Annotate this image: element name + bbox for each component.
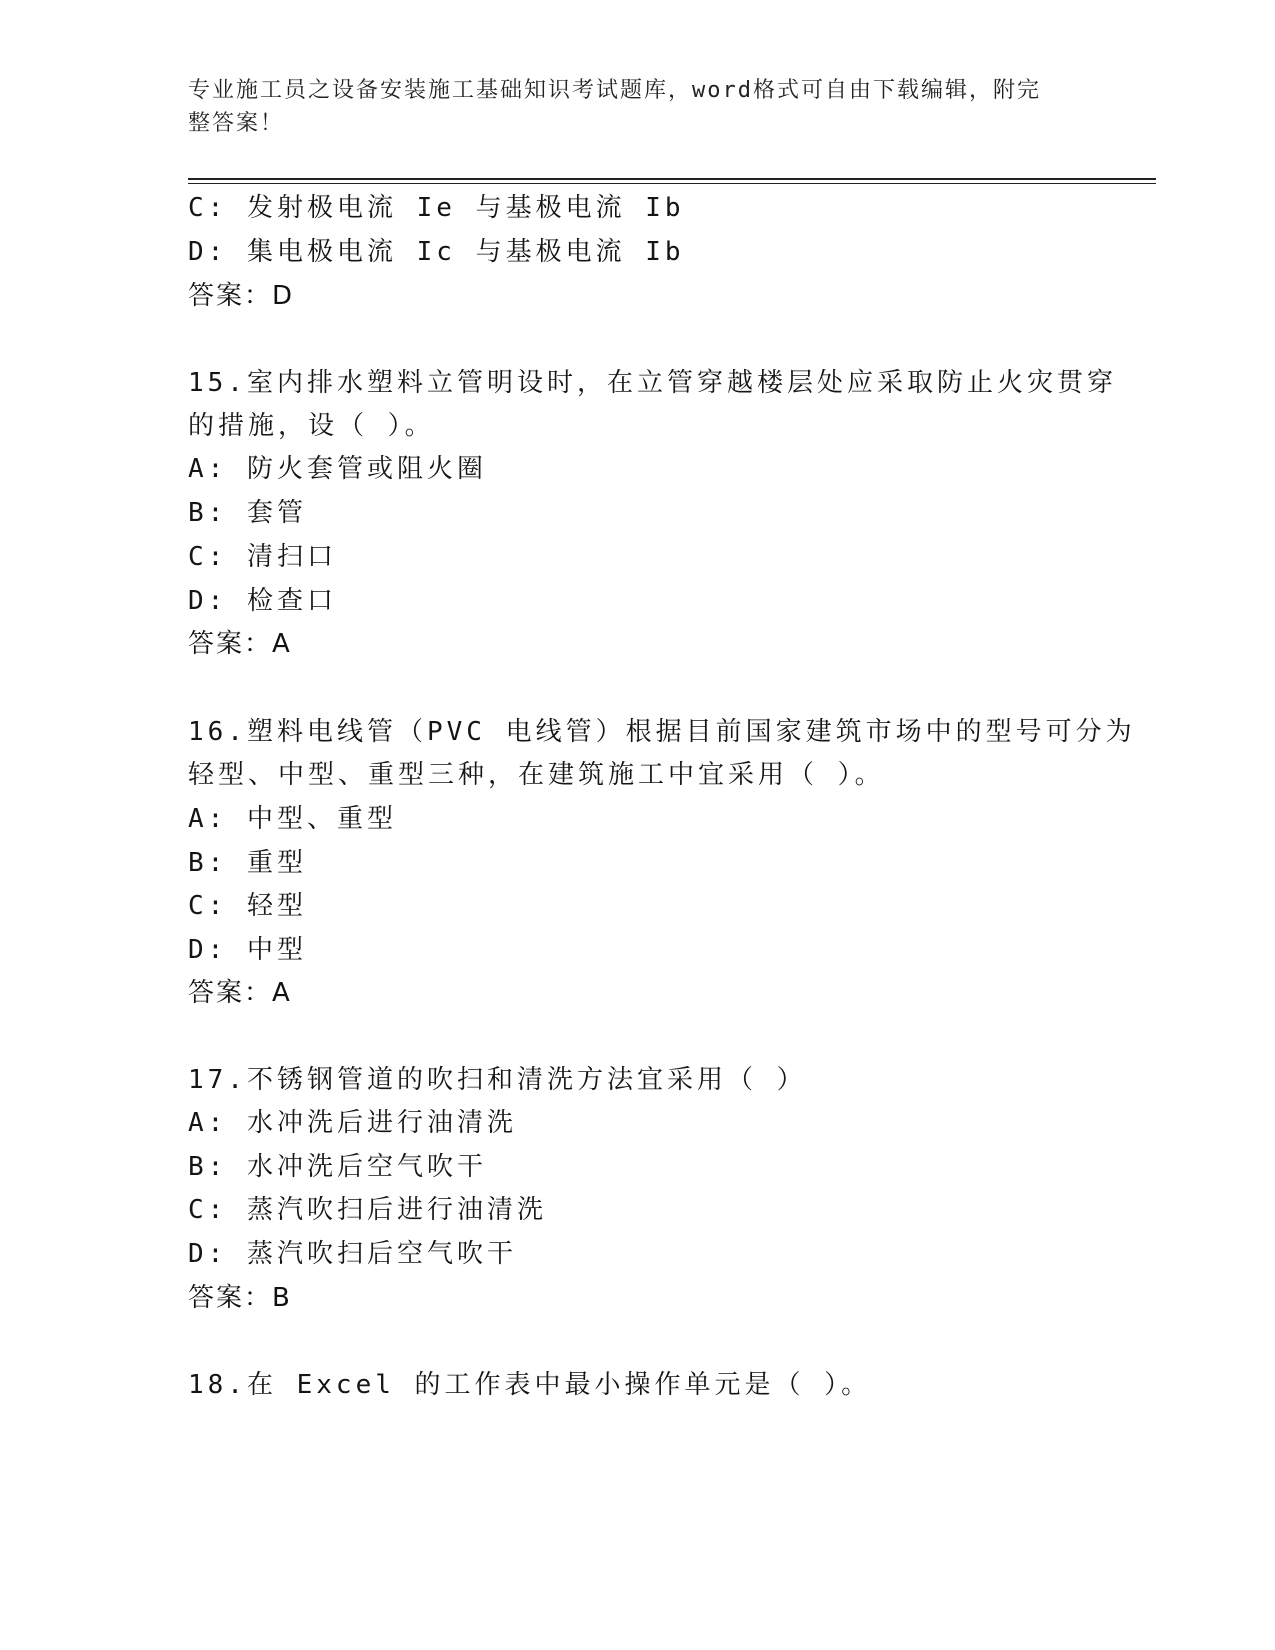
header-divider-thin	[188, 183, 1156, 184]
q17-option-a: A: 水冲洗后进行油清洗	[188, 1108, 517, 1138]
q15-answer: 答案：A	[188, 629, 292, 659]
q15-stem-line-2: 的措施，设（ ）。	[188, 411, 435, 441]
q15-stem-line-1: 15.室内排水塑料立管明设时，在立管穿越楼层处应采取防止火灾贯穿	[188, 368, 1117, 398]
q17-option-b: B: 水冲洗后空气吹干	[188, 1152, 487, 1182]
q14-option-d: D: 集电极电流 Ic 与基极电流 Ib	[188, 237, 685, 267]
document-header	[188, 74, 1068, 140]
q17-answer: 答案：B	[188, 1283, 292, 1313]
q17-option-c: C: 蒸汽吹扫后进行油清洗	[188, 1195, 547, 1225]
q15-option-d: D: 检查口	[188, 586, 337, 616]
q16-option-c: C: 轻型	[188, 891, 307, 921]
q14-option-c: C: 发射极电流 Ie 与基极电流 Ib	[188, 193, 685, 223]
q15-option-c: C: 清扫口	[188, 542, 337, 572]
q15-option-b: B: 套管	[188, 498, 307, 528]
q16-option-d: D: 中型	[188, 935, 307, 965]
q16-stem-line-2: 轻型、中型、重型三种，在建筑施工中宜采用（ ）。	[188, 760, 885, 790]
q16-option-a: A: 中型、重型	[188, 804, 397, 834]
header-divider-thick	[188, 178, 1156, 180]
q17-stem-line-1: 17.不锈钢管道的吹扫和清洗方法宜采用（ ）	[188, 1065, 807, 1095]
header-line-1: 专业施工员之设备安装施工基础知识考试题库，word格式可自由下载编辑，附完	[188, 78, 1041, 103]
q18-stem-line-1: 18.在 Excel 的工作表中最小操作单元是（ ）。	[188, 1370, 872, 1400]
q16-option-b: B: 重型	[188, 848, 307, 878]
q17-option-d: D: 蒸汽吹扫后空气吹干	[188, 1239, 517, 1269]
header-line-2: 整答案！	[188, 111, 285, 136]
q15-option-a: A: 防火套管或阻火圈	[188, 454, 487, 484]
q16-answer: 答案：A	[188, 978, 292, 1008]
q14-answer: 答案：D	[188, 281, 295, 311]
q16-stem-line-1: 16.塑料电线管（PVC 电线管）根据目前国家建筑市场中的型号可分为	[188, 717, 1136, 747]
